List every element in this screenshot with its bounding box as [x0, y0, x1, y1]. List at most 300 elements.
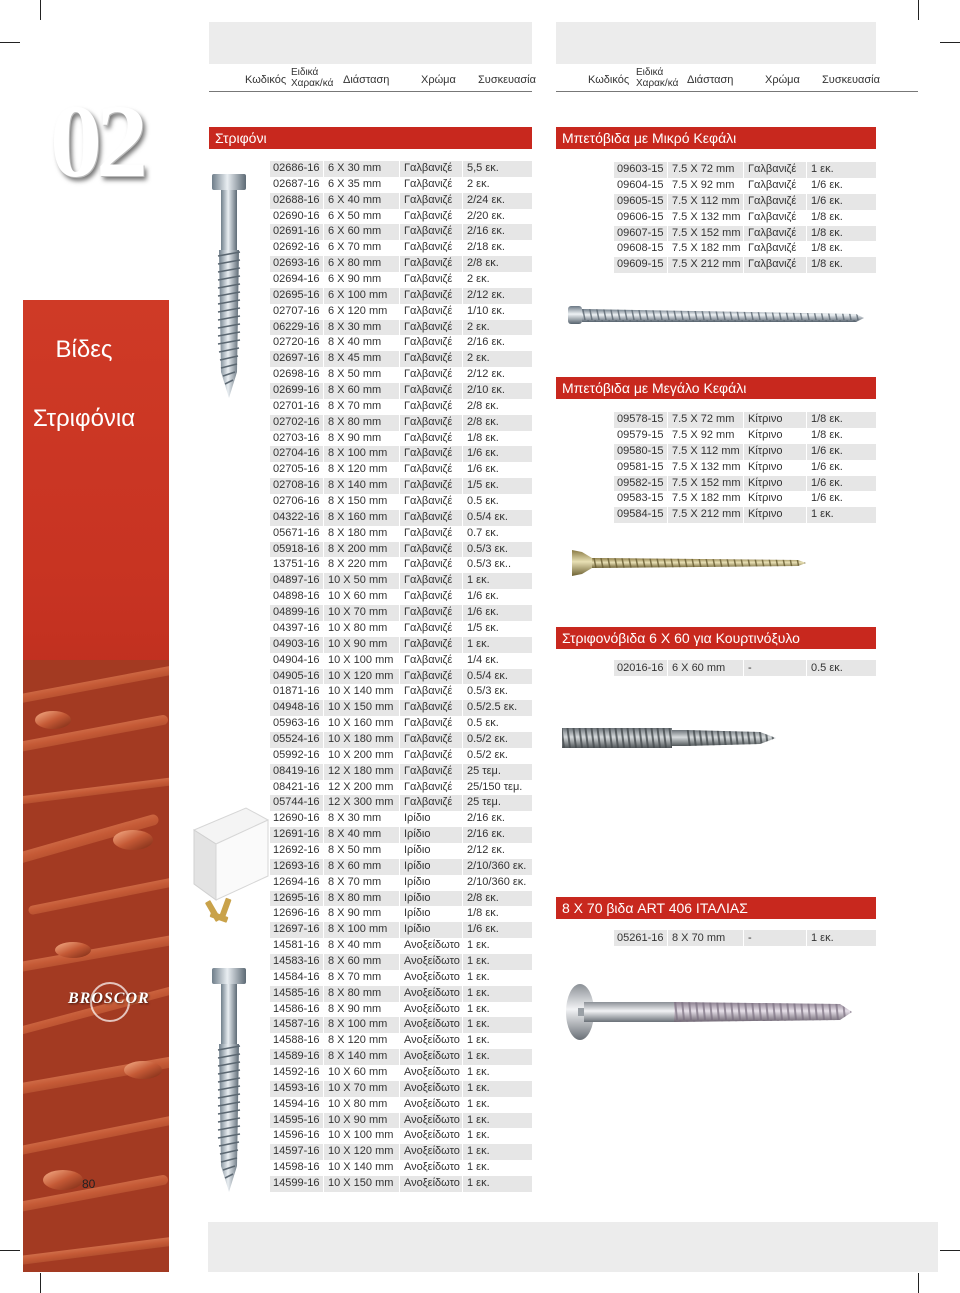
section-title-art406: 8 X 70 βιδα ART 406 ΙΤΑΛΙΑΣ	[556, 897, 876, 919]
product-code: 14587-16	[273, 1018, 320, 1031]
product-color: Ανοξείδωτο	[404, 1145, 460, 1158]
product-color: Γαλβανιζέ	[404, 685, 453, 698]
product-package: 1 εκ.	[467, 1177, 490, 1189]
product-dimension: 8 X 50 mm	[328, 843, 382, 856]
product-package: 1 εκ.	[467, 1145, 490, 1158]
column-divider	[462, 462, 463, 478]
product-code: 14589-16	[273, 1050, 320, 1063]
product-color: Γαλβανιζέ	[404, 162, 453, 174]
product-dimension: 6 X 60 mm	[672, 662, 726, 674]
table-row	[614, 476, 876, 492]
product-code: 14598-16	[273, 1161, 320, 1174]
column-divider	[323, 557, 324, 573]
column-divider	[462, 367, 463, 383]
product-package: 0.5/4 εκ.	[467, 669, 508, 682]
column-divider	[399, 573, 400, 589]
column-divider	[323, 891, 324, 907]
product-color: Γαλβανιζέ	[748, 226, 797, 239]
product-color: Ιρίδιο	[404, 859, 431, 872]
product-color: Ανοξείδωτο	[404, 1097, 460, 1110]
column-divider	[399, 1049, 400, 1065]
column-divider	[806, 428, 807, 444]
product-package: 0.5/2 εκ.	[467, 748, 508, 761]
product-dimension: 8 X 70 mm	[328, 399, 382, 412]
product-dimension: 8 X 60 mm	[328, 384, 382, 397]
product-color: Ιρίδιο	[404, 843, 431, 856]
column-divider	[323, 415, 324, 431]
product-dimension: 10 X 140 mm	[328, 685, 394, 698]
product-code: 02699-16	[273, 384, 320, 397]
column-divider	[806, 412, 807, 428]
column-divider	[806, 210, 807, 226]
product-code: 04904-16	[273, 653, 320, 666]
product-color: Κίτρινο	[748, 444, 783, 457]
product-code: 05918-16	[273, 542, 320, 555]
product-dimension: 7.5 X 132 mm	[672, 210, 741, 223]
column-divider	[399, 1033, 400, 1049]
column-divider	[462, 780, 463, 796]
column-divider	[806, 476, 807, 492]
column-divider	[323, 986, 324, 1002]
column-divider	[462, 272, 463, 288]
product-package: 1 εκ.	[467, 1018, 490, 1031]
product-color: Γαλβανιζέ	[404, 796, 453, 809]
product-dimension: 6 X 100 mm	[328, 288, 388, 301]
column-divider	[462, 589, 463, 605]
product-dimension: 6 X 60 mm	[328, 225, 382, 238]
product-color: Γαλβανιζέ	[404, 399, 453, 412]
product-code: 14593-16	[273, 1081, 320, 1094]
product-code: 14585-16	[273, 986, 320, 999]
column-divider	[667, 257, 668, 273]
column-divider	[806, 660, 807, 676]
product-package: 1 εκ.	[467, 574, 490, 587]
product-dimension: 7.5 X 132 mm	[672, 460, 741, 473]
product-dimension: 10 X 150 mm	[328, 701, 394, 714]
column-divider	[323, 732, 324, 748]
product-dimension: 7.5 X 152 mm	[672, 226, 741, 239]
header-band-left	[209, 22, 532, 64]
table-row	[270, 954, 532, 970]
product-package: 1/8 εκ.	[811, 226, 843, 239]
column-divider	[462, 526, 463, 542]
table-row	[270, 383, 532, 399]
column-divider	[323, 494, 324, 510]
product-dimension: 10 X 60 mm	[328, 1065, 388, 1078]
product-color: Γαλβανιζέ	[404, 526, 453, 539]
product-package: 2/10/360 εκ.	[467, 859, 527, 872]
product-dimension: 6 X 40 mm	[328, 193, 382, 206]
product-dimension: 8 X 60 mm	[328, 859, 382, 872]
product-color: Ανοξείδωτο	[404, 1113, 460, 1126]
column-divider	[323, 748, 324, 764]
product-code: 02707-16	[273, 304, 320, 317]
column-divider	[323, 684, 324, 700]
product-dimension: 8 X 40 mm	[328, 939, 382, 952]
column-divider	[462, 431, 463, 447]
column-divider	[323, 1176, 324, 1192]
product-color: Ανοξείδωτο	[404, 1065, 460, 1078]
product-package: 2/12 εκ.	[467, 368, 505, 381]
table-row	[614, 412, 876, 428]
product-package: 2 εκ.	[467, 320, 490, 333]
product-code: 12690-16	[273, 812, 320, 825]
table-row	[270, 446, 532, 462]
table-row	[270, 669, 532, 685]
column-divider	[323, 700, 324, 716]
column-divider	[462, 1144, 463, 1160]
table-row	[270, 906, 532, 922]
table-row	[270, 256, 532, 272]
column-divider	[462, 875, 463, 891]
product-package: 1 εκ.	[467, 1161, 490, 1174]
column-divider	[399, 288, 400, 304]
column-divider	[399, 827, 400, 843]
product-code: 12693-16	[273, 859, 320, 872]
column-divider	[399, 986, 400, 1002]
nails-image	[23, 660, 169, 1272]
product-color: Ανοξείδωτο	[404, 1161, 460, 1174]
column-divider	[399, 891, 400, 907]
product-package: 1/6 εκ.	[467, 606, 499, 619]
product-package: 1/6 εκ.	[467, 923, 499, 936]
column-divider	[399, 161, 400, 177]
product-color: Γαλβανιζέ	[404, 352, 453, 365]
product-package: 2 εκ.	[467, 273, 490, 286]
product-code: 13751-16	[273, 558, 320, 571]
product-dimension: 8 X 150 mm	[328, 495, 388, 508]
column-divider	[399, 272, 400, 288]
product-color: Γαλβανιζέ	[404, 621, 453, 634]
column-divider	[462, 827, 463, 843]
product-dimension: 6 X 90 mm	[328, 273, 382, 286]
product-code: 02691-16	[273, 225, 320, 238]
product-dimension: 10 X 120 mm	[328, 669, 394, 682]
column-divider	[462, 224, 463, 240]
product-code: 14599-16	[273, 1177, 320, 1189]
column-divider	[462, 970, 463, 986]
product-package: 0.5/2.5 εκ.	[467, 701, 518, 714]
table-row	[270, 177, 532, 193]
column-divider	[667, 930, 668, 946]
table-row	[270, 795, 532, 811]
column-divider	[743, 162, 744, 178]
product-package: 2/10 εκ.	[467, 384, 505, 397]
column-divider	[399, 589, 400, 605]
product-color: Ιρίδιο	[404, 812, 431, 825]
column-divider	[462, 1113, 463, 1129]
column-divider	[323, 1065, 324, 1081]
table-row	[270, 478, 532, 494]
column-divider	[323, 1081, 324, 1097]
product-dimension: 8 X 80 mm	[328, 891, 382, 904]
product-dimension: 8 X 60 mm	[328, 954, 382, 967]
product-code: 02701-16	[273, 399, 320, 412]
table-row	[270, 209, 532, 225]
column-divider	[323, 510, 324, 526]
column-divider	[399, 1144, 400, 1160]
table-row	[270, 986, 532, 1002]
product-package: 0.7 εκ.	[467, 526, 499, 539]
column-divider	[399, 1113, 400, 1129]
product-dimension: 8 X 40 mm	[328, 336, 382, 349]
product-code: 04898-16	[273, 590, 320, 603]
product-dimension: 8 X 40 mm	[328, 828, 382, 841]
column-divider	[399, 732, 400, 748]
column-divider	[323, 542, 324, 558]
column-divider	[743, 444, 744, 460]
product-color: Γαλβανιζέ	[404, 384, 453, 397]
product-package: 0.5 εκ.	[811, 662, 843, 674]
product-package: 1/6 εκ.	[811, 194, 843, 207]
column-divider	[399, 367, 400, 383]
product-code: 02720-16	[273, 336, 320, 349]
product-code: 09583-15	[617, 492, 664, 505]
product-code: 04897-16	[273, 574, 320, 587]
product-color: Ανοξείδωτο	[404, 1034, 460, 1047]
product-dimension: 8 X 45 mm	[328, 352, 382, 365]
table-row	[614, 178, 876, 194]
product-color: Γαλβανιζέ	[404, 463, 453, 476]
column-divider	[399, 415, 400, 431]
column-divider	[667, 507, 668, 523]
product-color: Γαλβανιζέ	[404, 273, 453, 286]
table-row	[270, 193, 532, 209]
side-panel	[23, 300, 169, 1272]
column-divider	[323, 764, 324, 780]
product-code: 06229-16	[273, 320, 320, 333]
column-divider	[667, 491, 668, 507]
column-divider	[323, 589, 324, 605]
screw-box-image	[186, 800, 270, 930]
product-package: 1 εκ.	[811, 163, 834, 175]
product-code: 09584-15	[617, 508, 664, 521]
product-dimension: 7.5 X 72 mm	[672, 413, 735, 425]
product-color: Γαλβανιζέ	[404, 177, 453, 190]
table-row	[270, 1160, 532, 1176]
product-color: Γαλβανιζέ	[404, 368, 453, 381]
column-divider	[743, 178, 744, 194]
column-divider	[462, 700, 463, 716]
product-package: 1/8 εκ.	[811, 413, 843, 425]
column-divider	[462, 193, 463, 209]
table-row	[270, 700, 532, 716]
product-dimension: 8 X 90 mm	[328, 907, 382, 920]
table-row	[614, 162, 876, 178]
product-color: Γαλβανιζέ	[404, 304, 453, 317]
column-divider	[806, 507, 807, 523]
column-divider	[323, 431, 324, 447]
product-color: Ανοξείδωτο	[404, 1129, 460, 1142]
column-divider	[323, 906, 324, 922]
product-color: Γαλβανιζέ	[404, 193, 453, 206]
crop-mark	[40, 1273, 41, 1293]
product-color: Γαλβανιζέ	[404, 637, 453, 650]
table-row	[614, 930, 876, 946]
header-color: Χρώμα	[421, 74, 456, 86]
column-divider	[743, 194, 744, 210]
product-dimension: 8 X 80 mm	[328, 415, 382, 428]
column-divider	[399, 209, 400, 225]
product-color: Γαλβανιζέ	[404, 288, 453, 301]
crop-mark	[940, 42, 960, 43]
table-row	[270, 843, 532, 859]
product-color: Ανοξείδωτο	[404, 1081, 460, 1094]
crop-mark	[0, 42, 20, 43]
column-divider	[323, 1113, 324, 1129]
product-color: Ιρίδιο	[404, 923, 431, 936]
header-special	[636, 67, 678, 89]
column-divider	[399, 621, 400, 637]
product-dimension: 8 X 180 mm	[328, 526, 388, 539]
product-code: 12692-16	[273, 843, 320, 856]
footer-band	[208, 1222, 938, 1272]
product-code: 14586-16	[273, 1002, 320, 1015]
column-divider	[323, 827, 324, 843]
product-package: 5,5 εκ.	[467, 162, 499, 174]
product-dimension: 10 X 90 mm	[328, 1113, 388, 1126]
product-package: 1/5 εκ.	[467, 479, 499, 492]
table-row	[270, 573, 532, 589]
column-divider	[462, 1160, 463, 1176]
column-divider	[462, 795, 463, 811]
product-color: Γαλβανιζέ	[404, 732, 453, 745]
table-row	[270, 399, 532, 415]
product-color: Γαλβανιζέ	[404, 542, 453, 555]
table-row	[270, 684, 532, 700]
product-color: Γαλβανιζέ	[404, 336, 453, 349]
product-package: 2 εκ.	[467, 177, 490, 190]
product-code: 01871-16	[273, 685, 320, 698]
product-color: Ανοξείδωτο	[404, 954, 460, 967]
product-package: 2/16 εκ.	[467, 225, 505, 238]
crop-mark	[940, 1250, 960, 1251]
product-color: Γαλβανιζέ	[748, 210, 797, 223]
column-divider	[323, 288, 324, 304]
column-divider	[462, 415, 463, 431]
product-package: 1 εκ.	[811, 932, 834, 944]
column-divider	[323, 653, 324, 669]
product-color: Γαλβανιζέ	[748, 258, 797, 271]
product-package: 2 εκ.	[467, 352, 490, 365]
table-row	[270, 462, 532, 478]
product-color: Γαλβανιζέ	[404, 780, 453, 793]
column-divider	[399, 256, 400, 272]
product-dimension: 8 X 30 mm	[328, 812, 382, 825]
table-header-right	[0, 66, 960, 94]
column-divider	[399, 875, 400, 891]
product-code: 02705-16	[273, 463, 320, 476]
column-divider	[399, 431, 400, 447]
product-package: 1/8 εκ.	[811, 210, 843, 223]
table-row	[270, 161, 532, 177]
product-package: 0.5/4 εκ.	[467, 510, 508, 523]
table-row	[270, 589, 532, 605]
column-divider	[323, 1160, 324, 1176]
product-color: Γαλβανιζέ	[404, 717, 453, 730]
table-row	[270, 320, 532, 336]
column-divider	[323, 716, 324, 732]
product-dimension: 6 X 70 mm	[328, 241, 382, 254]
product-code: 04948-16	[273, 701, 320, 714]
column-divider	[399, 304, 400, 320]
product-color: Γαλβανιζέ	[404, 431, 453, 444]
side-title-lag-screws: Στριφόνια	[32, 405, 136, 432]
table-row	[270, 304, 532, 320]
column-divider	[323, 795, 324, 811]
column-divider	[667, 660, 668, 676]
product-dimension: 8 X 100 mm	[328, 923, 388, 936]
product-dimension: 8 X 70 mm	[328, 875, 382, 888]
product-color: Γαλβανιζέ	[404, 209, 453, 222]
product-code: 08421-16	[273, 780, 320, 793]
column-divider	[399, 351, 400, 367]
product-package: 1 εκ.	[467, 1113, 490, 1126]
column-divider	[462, 1176, 463, 1192]
crop-mark	[918, 0, 919, 20]
product-dimension: 7.5 X 152 mm	[672, 476, 741, 489]
product-code: 02698-16	[273, 368, 320, 381]
column-divider	[399, 637, 400, 653]
column-divider	[323, 304, 324, 320]
product-package: 0.5/2 εκ.	[467, 732, 508, 745]
column-divider	[806, 226, 807, 242]
column-divider	[806, 178, 807, 194]
product-color: Ανοξείδωτο	[404, 939, 460, 952]
header-color: Χρώμα	[765, 74, 800, 86]
product-package: 1/8 εκ.	[811, 428, 843, 441]
column-divider	[323, 669, 324, 685]
column-divider	[399, 1176, 400, 1192]
product-color: -	[748, 932, 752, 944]
column-divider	[462, 240, 463, 256]
product-color: Ιρίδιο	[404, 875, 431, 888]
product-package: 1/6 εκ.	[811, 476, 843, 489]
product-color: Γαλβανιζέ	[404, 447, 453, 460]
table-row	[270, 1113, 532, 1129]
column-divider	[399, 653, 400, 669]
table-row	[270, 1049, 532, 1065]
column-divider	[399, 193, 400, 209]
art406-screw-image	[560, 980, 860, 1044]
product-dimension: 8 X 200 mm	[328, 542, 388, 555]
product-dimension: 7.5 X 92 mm	[672, 178, 735, 191]
column-divider	[399, 399, 400, 415]
product-package: 1/4 εκ.	[467, 653, 499, 666]
column-divider	[462, 351, 463, 367]
product-package: 2/16 εκ.	[467, 336, 505, 349]
brand-logo: BROSCOR	[68, 990, 150, 1007]
table-row	[614, 507, 876, 523]
table-row	[270, 875, 532, 891]
product-dimension: 7.5 X 212 mm	[672, 508, 741, 521]
column-divider	[323, 320, 324, 336]
column-divider	[323, 1033, 324, 1049]
product-code: 09579-15	[617, 428, 664, 441]
product-package: 2/8 εκ.	[467, 891, 499, 904]
column-divider	[323, 478, 324, 494]
product-package: 1/8 εκ.	[811, 258, 843, 271]
product-code: 09606-15	[617, 210, 664, 223]
product-code: 08419-16	[273, 764, 320, 777]
product-code: 14581-16	[273, 939, 320, 952]
product-code: 02693-16	[273, 257, 320, 270]
product-color: Ιρίδιο	[404, 891, 431, 904]
column-divider	[323, 209, 324, 225]
product-color: Γαλβανιζέ	[404, 225, 453, 238]
table-row	[614, 194, 876, 210]
table-row	[270, 431, 532, 447]
